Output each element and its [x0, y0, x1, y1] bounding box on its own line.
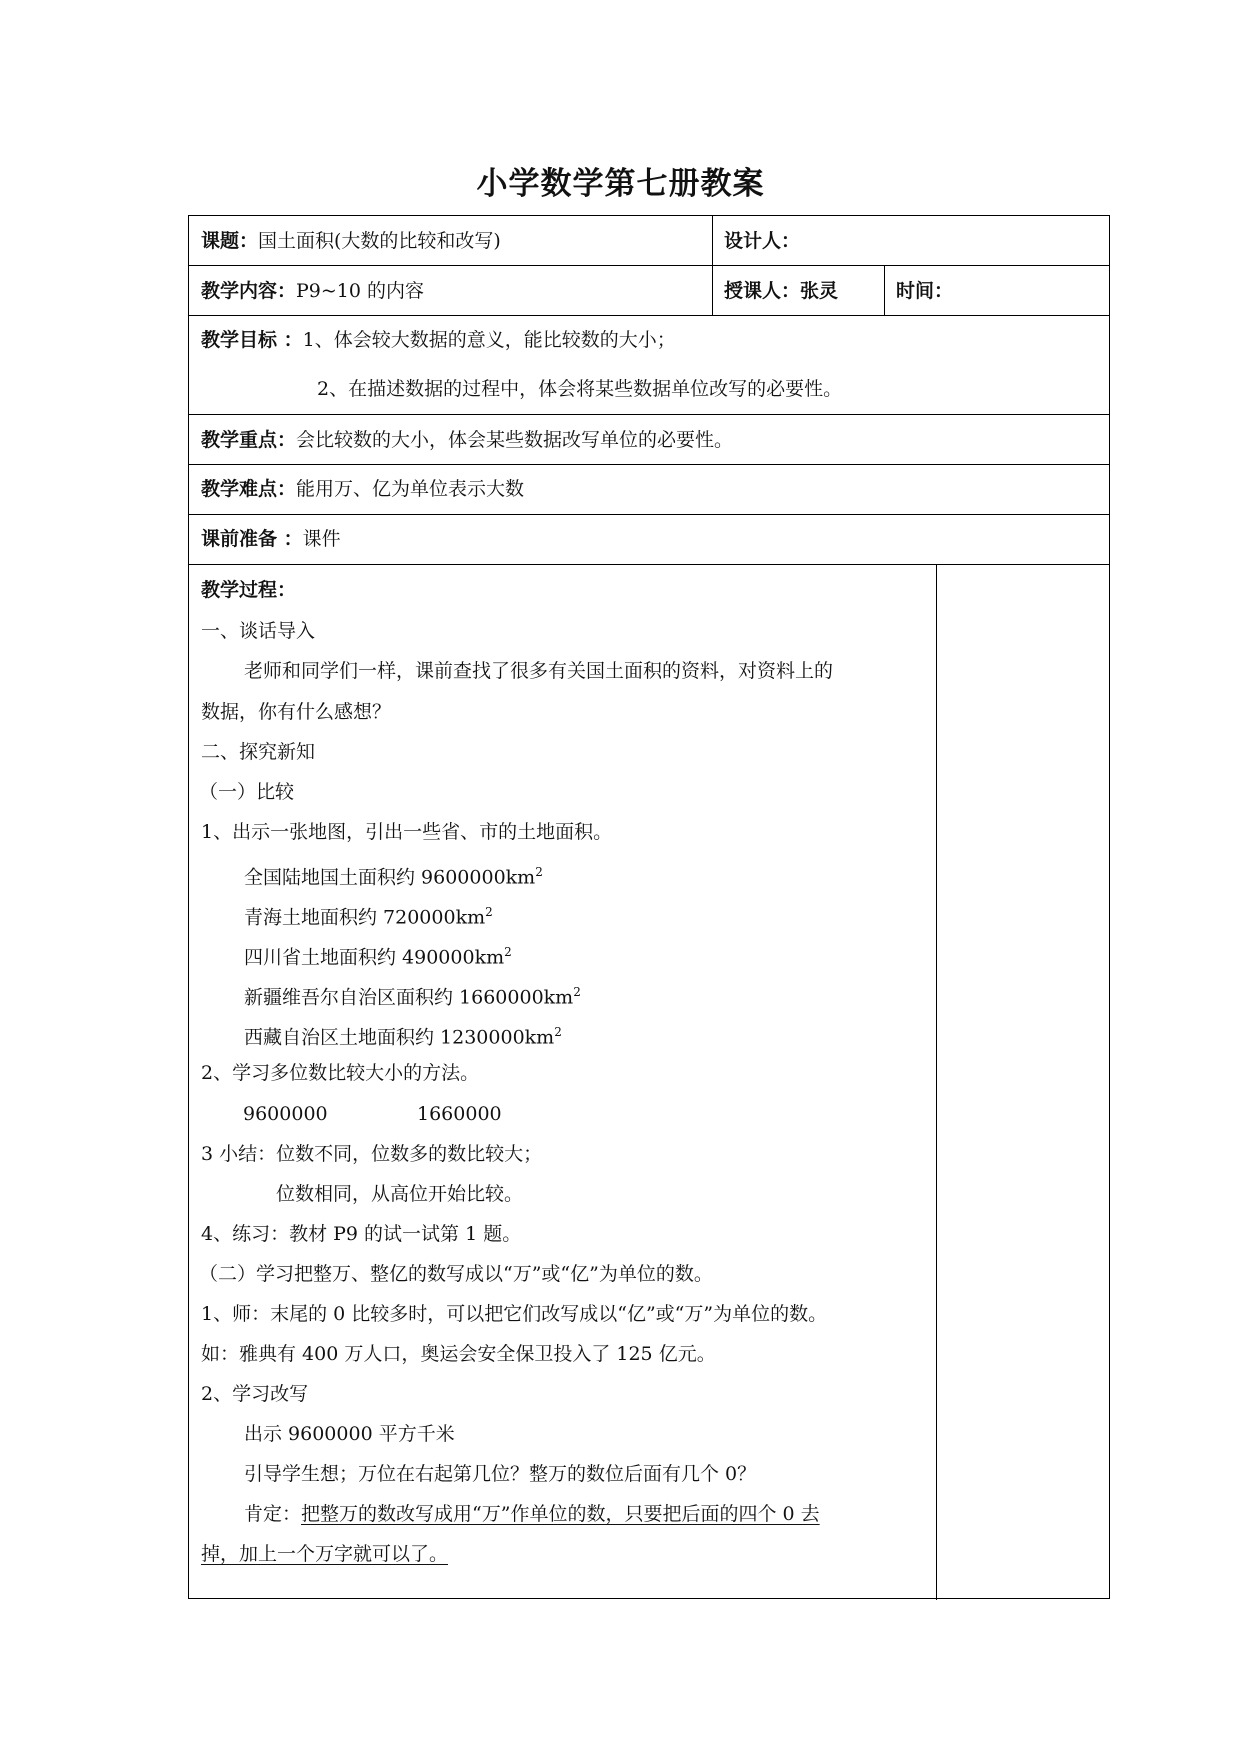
area-text: 青海土地面积约 720000km [244, 906, 486, 929]
key-points-value: 会比较数的大小，体会某些数据改写单位的必要性。 [296, 429, 734, 451]
goals-line-1: 1、体会较大数据的意义，能比较数的大小； [302, 329, 676, 351]
content-value: P9~10 的内容 [296, 280, 425, 302]
affirm-label: 肯定： [244, 1503, 302, 1525]
designer-label: 设计人： [724, 230, 801, 252]
affirm-rule-continued: 掉，加上一个万字就可以了。 [201, 1543, 449, 1565]
time-label: 时间： [896, 280, 954, 302]
process-line: （二）学习把整万、整亿的数写成以“万”或“亿”为单位的数。 [199, 1263, 713, 1285]
document-title: 小学数学第七册教案 [476, 166, 765, 202]
row-divider [189, 265, 1109, 266]
process-line: 数据，你有什么感想？ [201, 701, 392, 723]
process-line: 2、学习改写 [201, 1383, 309, 1405]
area-superscript: 2 [504, 945, 512, 959]
row-divider [189, 464, 1109, 465]
column-divider [884, 265, 885, 315]
process-line: 如：雅典有 400 万人口，奥运会安全保卫投入了 125 亿元。 [201, 1343, 716, 1365]
goals-label: 教学目标 ： [201, 329, 303, 351]
process-line: 老师和同学们一样，课前查找了很多有关国土面积的资料，对资料上的 [244, 660, 834, 682]
row-divider [189, 414, 1109, 415]
column-divider [712, 216, 713, 315]
topic-label: 课题： [201, 230, 259, 252]
process-line: 1、出示一张地图，引出一些省、市的土地面积。 [201, 821, 613, 843]
preparation-row [201, 527, 341, 551]
area-superscript: 2 [573, 985, 581, 999]
process-line: 二、探究新知 [201, 741, 316, 763]
area-superscript: 2 [535, 865, 543, 879]
area-text: 新疆维吾尔自治区面积约 1660000km [244, 986, 574, 1009]
affirm-rule: 把整万的数改写成用“万”作单位的数，只要把后面的四个 0 去 [301, 1503, 820, 1525]
compare-number: 9600000 [243, 1103, 328, 1125]
goals-row [201, 328, 676, 352]
preparation-value: 课件 [302, 528, 341, 550]
affirm-line [244, 1502, 820, 1526]
area-text: 西藏自治区土地面积约 1230000km [244, 1026, 555, 1049]
key-points-label: 教学重点： [201, 429, 297, 451]
topic-value: 国土面积(大数的比较和改写) [258, 230, 501, 252]
row-divider [189, 564, 1109, 565]
content-label: 教学内容： [201, 280, 297, 302]
process-line: 2、学习多位数比较大小的方法。 [201, 1062, 480, 1084]
content-row [201, 279, 424, 303]
difficulties-row [201, 477, 524, 501]
process-line: 一、谈话导入 [201, 620, 316, 642]
area-line [244, 860, 543, 889]
area-superscript: 2 [554, 1025, 562, 1039]
process-line: （一）比较 [199, 781, 295, 803]
preparation-label: 课前准备 ： [201, 528, 303, 550]
row-divider [189, 315, 1109, 316]
area-superscript: 2 [485, 905, 493, 919]
area-text: 全国陆地国土面积约 9600000km [244, 866, 536, 889]
compare-number: 1660000 [417, 1103, 502, 1125]
process-line: 1、师：末尾的 0 比较多时，可以把它们改写成以“亿”或“万”为单位的数。 [201, 1303, 828, 1325]
difficulties-value: 能用万、亿为单位表示大数 [296, 478, 525, 500]
topic-row [201, 229, 501, 253]
process-line: 4、练习：教材 P9 的试一试第 1 题。 [201, 1223, 522, 1245]
process-line: 出示 9600000 平方千米 [244, 1423, 455, 1445]
lesson-plan-table [188, 215, 1110, 1599]
teacher-label: 授课人：张灵 [724, 280, 839, 302]
key-points-row [201, 428, 733, 452]
area-text: 四川省土地面积约 490000km [244, 946, 505, 969]
process-line: 3 小结：位数不同，位数多的数比较大； [201, 1143, 543, 1165]
area-line [244, 1020, 562, 1049]
difficulties-label: 教学难点： [201, 478, 297, 500]
process-line: 引导学生想；万位在右起第几位？整万的数位后面有几个 0？ [244, 1463, 757, 1485]
area-line [244, 940, 512, 969]
row-divider [189, 514, 1109, 515]
process-line: 位数相同，从高位开始比较。 [276, 1183, 524, 1205]
goals-line-2: 2、在描述数据的过程中，体会将某些数据单位改写的必要性。 [317, 378, 843, 400]
area-line [244, 900, 493, 929]
area-line [244, 980, 581, 1009]
notes-column-divider [936, 564, 937, 1600]
process-label: 教学过程： [201, 579, 297, 601]
